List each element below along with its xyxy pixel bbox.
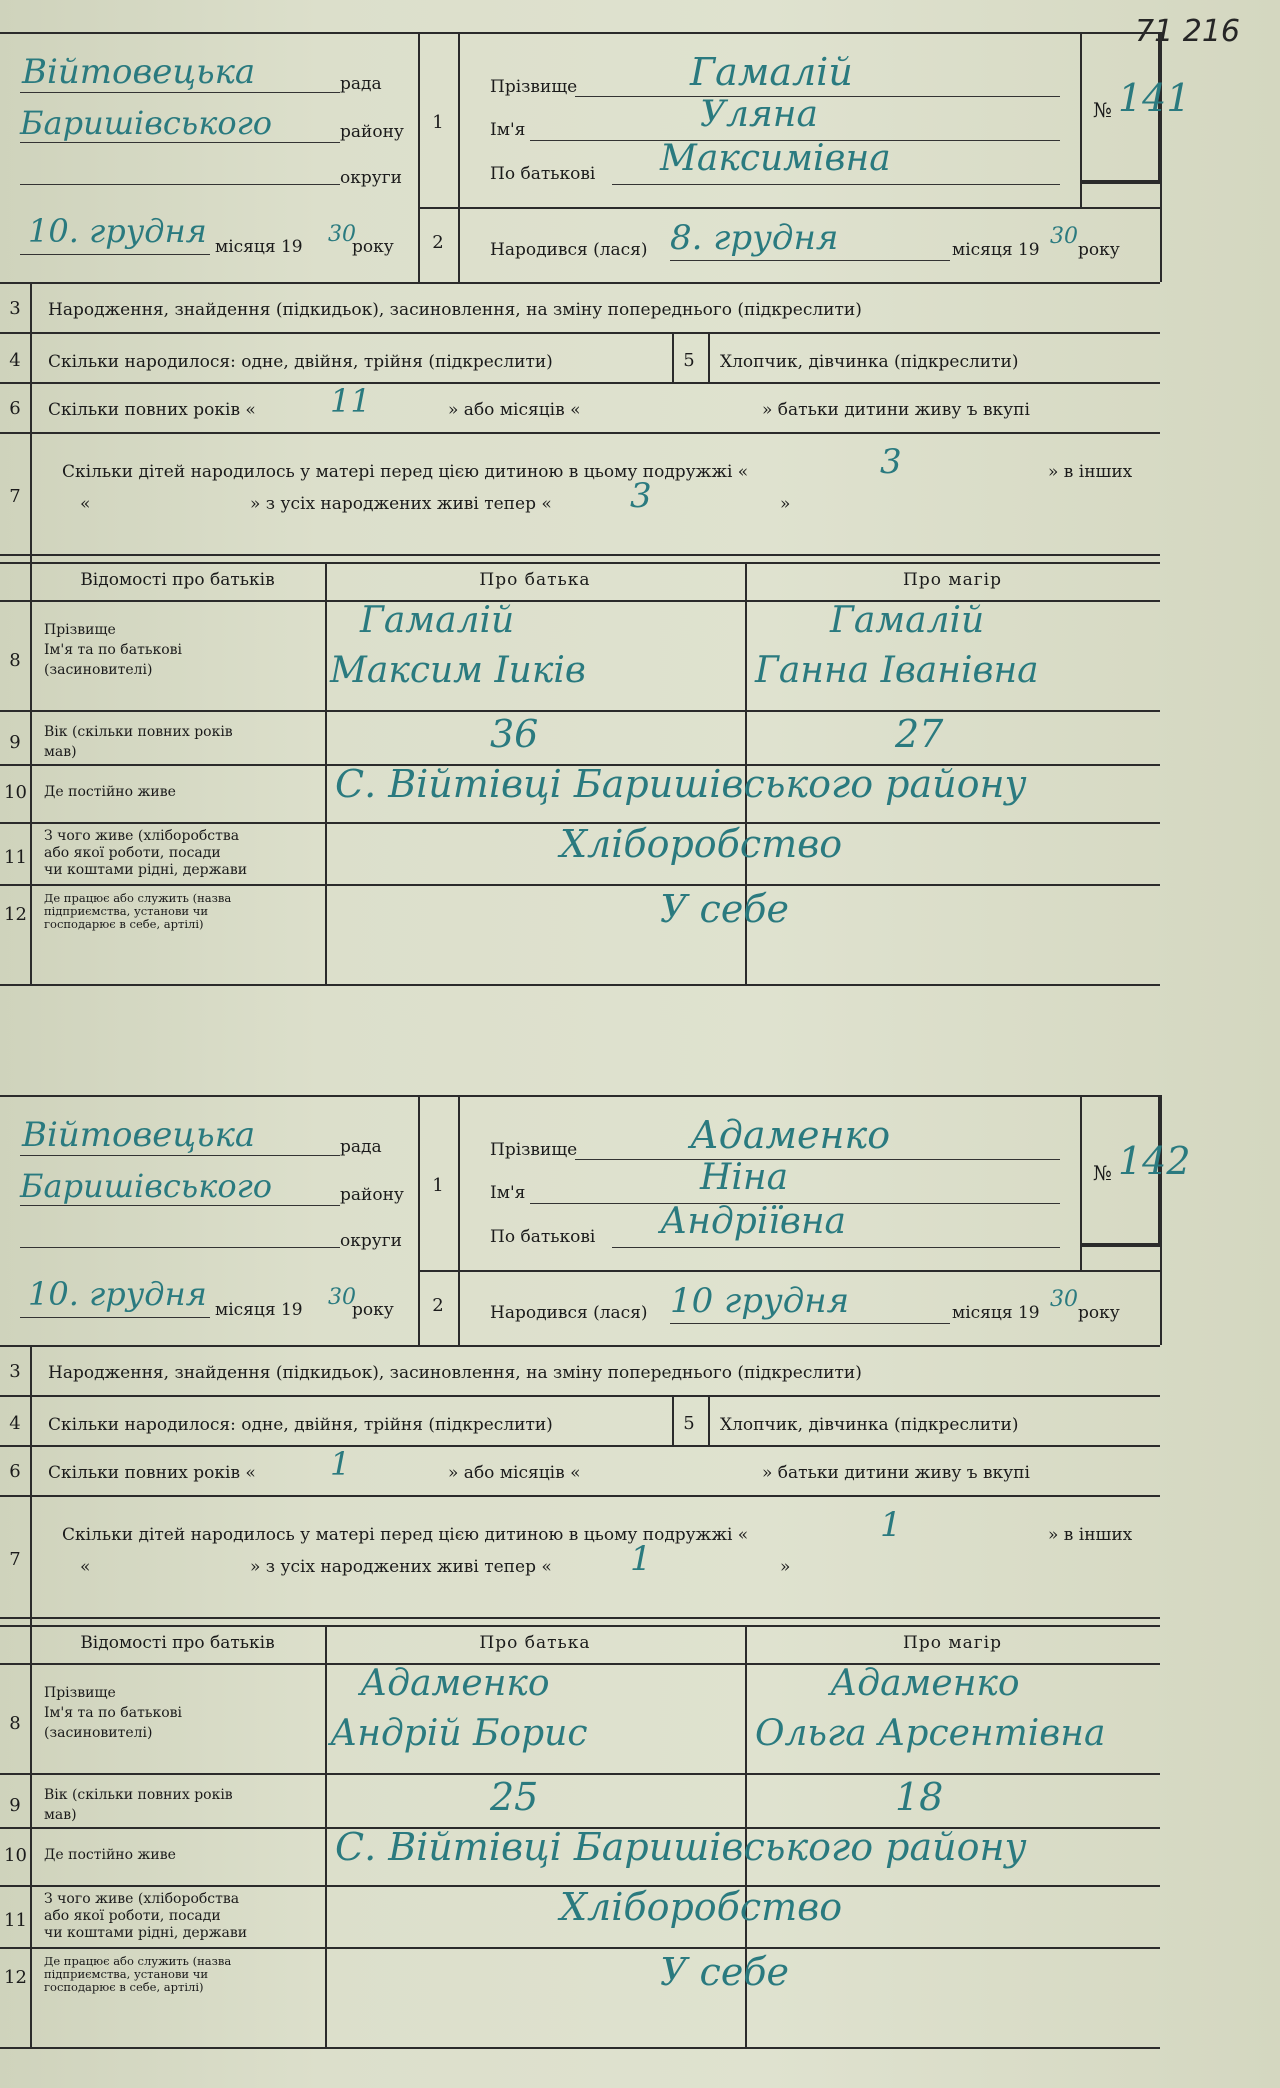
name-value: Ніна: [700, 1157, 789, 1198]
row6-label-b: » або місяців «: [448, 400, 581, 420]
rownum-4: 4: [9, 1413, 21, 1434]
council-value: Війтовецька: [22, 52, 256, 92]
rownum-5: 5: [683, 350, 695, 371]
table-rule: [0, 1345, 1160, 1347]
birth-year-label: року: [1078, 1303, 1120, 1323]
patronymic-label: По батькові: [490, 164, 596, 184]
patronymic-label: По батькові: [490, 1227, 596, 1247]
reg-month-label: місяця 19: [215, 1300, 303, 1320]
number-label: №: [1093, 98, 1112, 122]
table-rule: [418, 1095, 420, 1345]
table-rule: [672, 332, 674, 382]
mother-header: Про магір: [903, 1633, 1002, 1653]
workplace-value: У себе: [660, 1950, 789, 1994]
table-rule: [0, 554, 1160, 556]
birth-year-value: 30: [1050, 224, 1078, 249]
table-rule: [0, 1773, 1160, 1775]
row7-label-a: Скільки дітей народилось у матері перед цією дитиною в цьому подружжі «: [62, 462, 749, 482]
rownum-3: 3: [9, 1361, 21, 1382]
row10-label: Де постійно живе: [44, 784, 176, 800]
reg-year-value: 30: [328, 1285, 356, 1310]
rownum-1: 1: [432, 1175, 444, 1196]
table-rule: [708, 1395, 710, 1445]
birth-month-label: місяця 19: [952, 240, 1040, 260]
row11-label: З чого живе (хліборобства або якої роботи, посади чи коштами рідні, держави: [44, 1891, 248, 1941]
row12-label: Де працює або служить (назва підприємства, установи чи господарює в себе, артілі): [44, 891, 232, 931]
row7-label-c: «: [80, 1557, 91, 1577]
table-rule: [0, 984, 1160, 986]
rownum-9: 9: [9, 1795, 21, 1816]
table-rule: [0, 282, 1160, 284]
row7-label-c: «: [80, 494, 91, 514]
patronymic-value: Максимівна: [660, 138, 891, 179]
rownum-12: 12: [4, 1967, 27, 1988]
birth-month-label: місяця 19: [952, 1303, 1040, 1323]
parents-header: Відомості про батьків: [80, 1633, 275, 1653]
years-together-value: 1: [330, 1445, 351, 1483]
council-value: Війтовецька: [22, 1115, 256, 1155]
born-label: Народився (лася): [490, 1303, 648, 1323]
row4-label: Скільки народилося: одне, двійня, трійня (підкреслити): [48, 1415, 553, 1435]
okruha-label: округи: [340, 1231, 402, 1251]
children-alive-value: 1: [630, 1539, 652, 1579]
children-before-value: 3: [880, 442, 902, 482]
father-surname-value: Гамалій: [360, 600, 515, 641]
table-rule: [458, 32, 460, 282]
rownum-7: 7: [9, 486, 21, 507]
rownum-12: 12: [4, 904, 27, 925]
row7-label-d: » з усіх народжених живі тепер «: [250, 1557, 552, 1577]
table-rule: [0, 32, 1160, 34]
rownum-1: 1: [432, 112, 444, 133]
table-rule: [325, 562, 327, 984]
table-rule: [1080, 1095, 1082, 1270]
mother-surname-value: Гамалій: [830, 600, 985, 641]
father-age-value: 25: [490, 1775, 539, 1819]
residence-value: С. Війтівці Баришівського району: [335, 1825, 1027, 1869]
father-name-value: Андрій Борис: [330, 1713, 588, 1754]
table-rule: [1080, 1245, 1160, 1247]
field-underline: [20, 142, 340, 143]
table-rule: [418, 32, 420, 282]
rownum-10: 10: [4, 1845, 27, 1866]
surname-value: Гамалій: [690, 50, 853, 94]
row5-label: Хлопчик, дівчинка (підкреслити): [720, 352, 1019, 372]
table-rule: [0, 710, 1160, 712]
row6-label-b: » або місяців «: [448, 1463, 581, 1483]
surname-label: Прізвище: [490, 1140, 578, 1160]
table-rule: [0, 382, 1160, 384]
reg-month-label: місяця 19: [215, 237, 303, 257]
table-rule: [1080, 32, 1082, 207]
row7-label-b: » в інших: [1048, 462, 1133, 482]
okruha-label: округи: [340, 168, 402, 188]
table-rule: [0, 1947, 1160, 1949]
row7-label-e: »: [780, 1557, 791, 1577]
surname-label: Прізвище: [490, 77, 578, 97]
table-rule: [0, 1095, 1160, 1097]
row6-label-c: » батьки дитини живу ъ вкупі: [762, 1463, 1030, 1483]
name-label: Ім'я: [490, 1183, 526, 1203]
patronymic-value: Андріївна: [660, 1201, 846, 1242]
table-rule: [0, 600, 1160, 602]
rownum-10: 10: [4, 782, 27, 803]
birth-record-1: [0, 32, 1280, 992]
table-rule: [418, 1270, 1160, 1272]
birth-year-label: року: [1078, 240, 1120, 260]
rownum-8: 8: [9, 1713, 21, 1734]
reg-date-value: 10. грудня: [28, 1275, 207, 1313]
record-number-value: 142: [1118, 1139, 1191, 1183]
table-rule: [0, 1445, 1160, 1447]
row7-label-e: »: [780, 494, 791, 514]
row7-label-a: Скільки дітей народилось у матері перед цією дитиною в цьому подружжі «: [62, 1525, 749, 1545]
father-age-value: 36: [490, 712, 539, 756]
table-rule: [325, 1625, 327, 2047]
mother-header: Про магір: [903, 570, 1002, 590]
workplace-value: У себе: [660, 887, 789, 931]
row5-label: Хлопчик, дівчинка (підкреслити): [720, 1415, 1019, 1435]
field-underline: [612, 184, 1060, 185]
row9-label: Вік (скільки повних років мав): [44, 1787, 233, 1823]
father-surname-value: Адаменко: [360, 1663, 550, 1704]
field-underline: [20, 92, 340, 93]
mother-name-value: Ольга Арсентівна: [755, 1713, 1106, 1754]
table-rule: [0, 1617, 1160, 1619]
years-together-value: 11: [330, 382, 371, 420]
born-label: Народився (лася): [490, 240, 648, 260]
rownum-2: 2: [432, 232, 444, 253]
row4-label: Скільки народилося: одне, двійня, трійня (підкреслити): [48, 352, 553, 372]
field-underline: [575, 1159, 1060, 1160]
rownum-2: 2: [432, 1295, 444, 1316]
name-value: Уляна: [700, 94, 818, 135]
table-rule: [0, 562, 1160, 564]
father-name-value: Максим Іиків: [330, 650, 586, 691]
residence-value: С. Війтівці Баришівського району: [335, 762, 1027, 806]
reg-year-label: року: [352, 237, 394, 257]
table-rule: [418, 207, 1160, 209]
table-rule: [1080, 182, 1160, 184]
reg-year-label: року: [352, 1300, 394, 1320]
children-alive-value: 3: [630, 476, 652, 516]
children-before-value: 1: [880, 1505, 902, 1545]
row11-label: З чого живе (хліборобства або якої роботи, посади чи коштами рідні, держави: [44, 828, 248, 878]
row10-label: Де постійно живе: [44, 1847, 176, 1863]
occupation-value: Хліборобство: [560, 822, 843, 866]
field-underline: [670, 1323, 950, 1324]
rownum-9: 9: [9, 732, 21, 753]
table-rule: [30, 282, 32, 984]
mother-age-value: 18: [895, 1775, 944, 1819]
father-header: Про батька: [479, 570, 591, 590]
row8-label: Прізвище Ім'я та по батькові (засиновителі): [44, 622, 182, 678]
table-rule: [0, 1395, 1160, 1397]
row7-label-d: » з усіх народжених живі тепер «: [250, 494, 552, 514]
birth-year-value: 30: [1050, 1287, 1078, 1312]
birth-record-2: [0, 1095, 1280, 2075]
number-label: №: [1093, 1161, 1112, 1185]
rownum-3: 3: [9, 298, 21, 319]
occupation-value: Хліборобство: [560, 1885, 843, 1929]
reg-year-value: 30: [328, 222, 356, 247]
rownum-5: 5: [683, 1413, 695, 1434]
table-rule: [0, 432, 1160, 434]
row8-label: Прізвище Ім'я та по батькові (засиновителі): [44, 1685, 182, 1741]
district-value: Баришівського: [20, 104, 273, 142]
table-rule: [30, 1345, 32, 2047]
rownum-11: 11: [4, 1910, 27, 1931]
row6-label-a: Скільки повних років «: [48, 1463, 256, 1483]
parents-header: Відомості про батьків: [80, 570, 275, 590]
field-underline: [612, 1247, 1060, 1248]
table-rule: [0, 884, 1160, 886]
surname-value: Адаменко: [690, 1113, 891, 1157]
rownum-7: 7: [9, 1549, 21, 1570]
field-underline: [20, 184, 340, 185]
birth-date-value: 8. грудня: [670, 218, 839, 258]
row3-label: Народження, знайдення (підкидьок), засиновлення, на зміну попереднього (підкреслити): [48, 300, 862, 320]
row6-label-a: Скільки повних років «: [48, 400, 256, 420]
folio-number: 71 216: [1135, 14, 1240, 49]
record-number-value: 141: [1118, 76, 1191, 120]
rownum-8: 8: [9, 650, 21, 671]
field-underline: [20, 1155, 340, 1156]
field-underline: [20, 1247, 340, 1248]
mother-age-value: 27: [895, 712, 944, 756]
district-label: району: [340, 1185, 404, 1205]
rownum-11: 11: [4, 847, 27, 868]
mother-surname-value: Адаменко: [830, 1663, 1020, 1704]
row9-label: Вік (скільки повних років мав): [44, 724, 233, 760]
field-underline: [20, 1317, 210, 1318]
reg-date-value: 10. грудня: [28, 212, 207, 250]
father-header: Про батька: [479, 1633, 591, 1653]
district-label: району: [340, 122, 404, 142]
row12-label: Де працює або служить (назва підприємства, установи чи господарює в себе, артілі): [44, 1954, 232, 1994]
row7-label-b: » в інших: [1048, 1525, 1133, 1545]
row6-label-c: » батьки дитини живу ъ вкупі: [762, 400, 1030, 420]
table-rule: [1160, 1095, 1162, 1345]
row3-label: Народження, знайдення (підкидьок), засиновлення, на зміну попереднього (підкреслити): [48, 1363, 862, 1383]
council-label: рада: [340, 74, 382, 94]
table-rule: [0, 1625, 1160, 1627]
table-rule: [672, 1395, 674, 1445]
rownum-6: 6: [9, 1461, 21, 1482]
table-rule: [708, 332, 710, 382]
field-underline: [20, 1205, 340, 1206]
table-rule: [0, 1495, 1160, 1497]
table-rule: [458, 1095, 460, 1345]
council-label: рада: [340, 1137, 382, 1157]
table-rule: [1160, 32, 1162, 282]
district-value: Баришівського: [20, 1167, 273, 1205]
rownum-6: 6: [9, 398, 21, 419]
mother-name-value: Ганна Іванівна: [755, 650, 1039, 691]
table-rule: [0, 332, 1160, 334]
field-underline: [20, 254, 210, 255]
rownum-4: 4: [9, 350, 21, 371]
name-label: Ім'я: [490, 120, 526, 140]
table-rule: [0, 2047, 1160, 2049]
birth-date-value: 10 грудня: [670, 1281, 850, 1321]
field-underline: [670, 260, 950, 261]
